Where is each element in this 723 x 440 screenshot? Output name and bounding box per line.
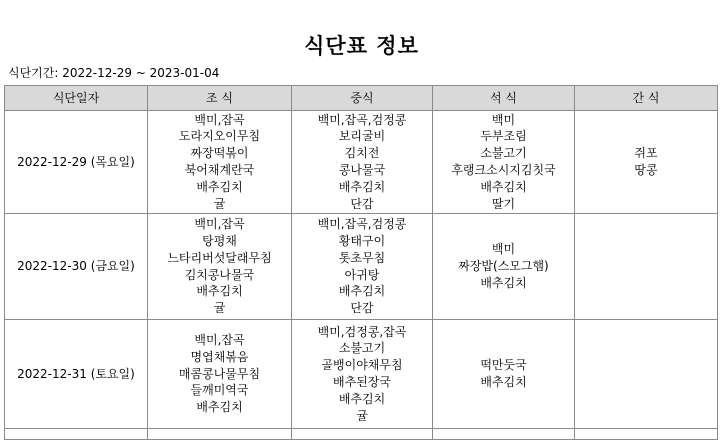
lunch-cell (292, 214, 433, 320)
menu-item: 소불고기 (338, 341, 386, 356)
lunch-cell (292, 111, 433, 214)
header-snack: 간 식 (575, 86, 718, 111)
menu-item: 배추김치 (196, 179, 243, 194)
menu-item: 배추김치 (196, 400, 243, 415)
dinner-cell (433, 320, 575, 429)
menu-item: 백미,검정콩,잡곡 (317, 324, 407, 339)
menu-item: 쥐포 (634, 146, 658, 161)
menu-item: 배추김치 (480, 375, 527, 389)
menu-item: 소불고기 (480, 146, 527, 161)
menu-item: 들깨미역국 (190, 383, 249, 398)
menu-item: 두부조림 (480, 129, 527, 144)
table-row (5, 320, 718, 429)
menu-item: 콩나물국 (338, 163, 386, 177)
date-cell (5, 429, 148, 440)
menu-item: 백미 (491, 112, 516, 127)
menu-period: 식단기간: 2022-12-29 ~ 2023-01-04 (8, 66, 220, 80)
menu-item: 짜장밥(스모그햄) (458, 259, 549, 274)
header-date: 식단일자 (5, 86, 148, 111)
menu-item: 백미 (491, 242, 516, 257)
menu-item: 백미,잡곡,검정콩 (317, 217, 407, 232)
menu-item: 북어채계란국 (184, 163, 255, 177)
dinner-cell (433, 214, 575, 320)
menu-item: 명엽채볶음 (190, 349, 249, 364)
breakfast-cell (148, 111, 292, 214)
page-title: 식단표 정보 (304, 34, 419, 58)
breakfast-cell (148, 320, 292, 429)
menu-item: 딸기 (491, 196, 516, 211)
date-cell: 2022-12-30 (금요일) (5, 214, 148, 320)
date-cell: 2022-12-31 (토요일) (5, 320, 148, 429)
menu-item: 배추김치 (480, 179, 527, 194)
menu-item: 배추김치 (480, 275, 527, 290)
menu-item: 떡만둣국 (480, 358, 527, 373)
menu-item: 귤 (213, 196, 226, 211)
menu-item: 짜장떡볶이 (190, 146, 249, 161)
menu-item: 탕평채 (202, 233, 237, 248)
menu-item: 보리굴비 (338, 129, 386, 144)
menu-item: 배추된장국 (333, 375, 391, 389)
menu-item: 황태구이 (338, 233, 386, 248)
menu-item: 백미,잡곡 (194, 333, 245, 347)
menu-item: 백미,잡곡,검정콩 (317, 112, 407, 127)
table-row (5, 111, 718, 214)
menu-item: 배추김치 (338, 284, 386, 299)
menu-item: 김치전 (344, 146, 380, 161)
menu-item: 아귀탕 (344, 267, 380, 282)
menu-item: 매콤콩나물무침 (178, 366, 261, 381)
menu-item: 백미,잡곡 (194, 112, 245, 127)
menu-item: 단감 (350, 196, 374, 211)
menu-item: 후랭크소시지김칫국 (451, 163, 556, 177)
menu-item: 느타리버섯달래무침 (167, 250, 272, 265)
menu-item: 귤 (356, 408, 368, 423)
snack-cell (575, 111, 718, 214)
menu-item: 배추김치 (338, 391, 386, 406)
breakfast-cell (148, 214, 292, 320)
lunch-cell (292, 320, 433, 429)
date-cell: 2022-12-29 (목요일) (5, 111, 148, 214)
menu-table (4, 85, 718, 440)
menu-item: 땅콩 (634, 163, 658, 177)
header-breakfast: 조 식 (148, 86, 292, 111)
table-row (5, 214, 718, 320)
menu-item: 골뱅이야채무침 (321, 358, 403, 373)
menu-item: 김치콩나물국 (184, 267, 255, 282)
table-header-row (5, 86, 718, 111)
dinner-cell (433, 111, 575, 214)
menu-item: 도라지오이무침 (178, 129, 261, 144)
header-dinner: 석 식 (433, 86, 575, 111)
breakfast-cell (148, 429, 292, 440)
snack-cell (575, 214, 718, 320)
menu-item: 귤 (213, 301, 226, 316)
menu-item: 단감 (350, 301, 374, 316)
snack-cell (575, 429, 718, 440)
menu-item: 톳초무침 (338, 250, 386, 265)
table-row (5, 429, 718, 440)
snack-cell (575, 320, 718, 429)
dinner-cell (433, 429, 575, 440)
menu-item: 백미,잡곡 (194, 217, 245, 232)
lunch-cell (292, 429, 433, 440)
header-lunch: 중식 (292, 86, 433, 111)
menu-item: 배추김치 (196, 284, 243, 299)
menu-item: 배추김치 (338, 179, 386, 194)
